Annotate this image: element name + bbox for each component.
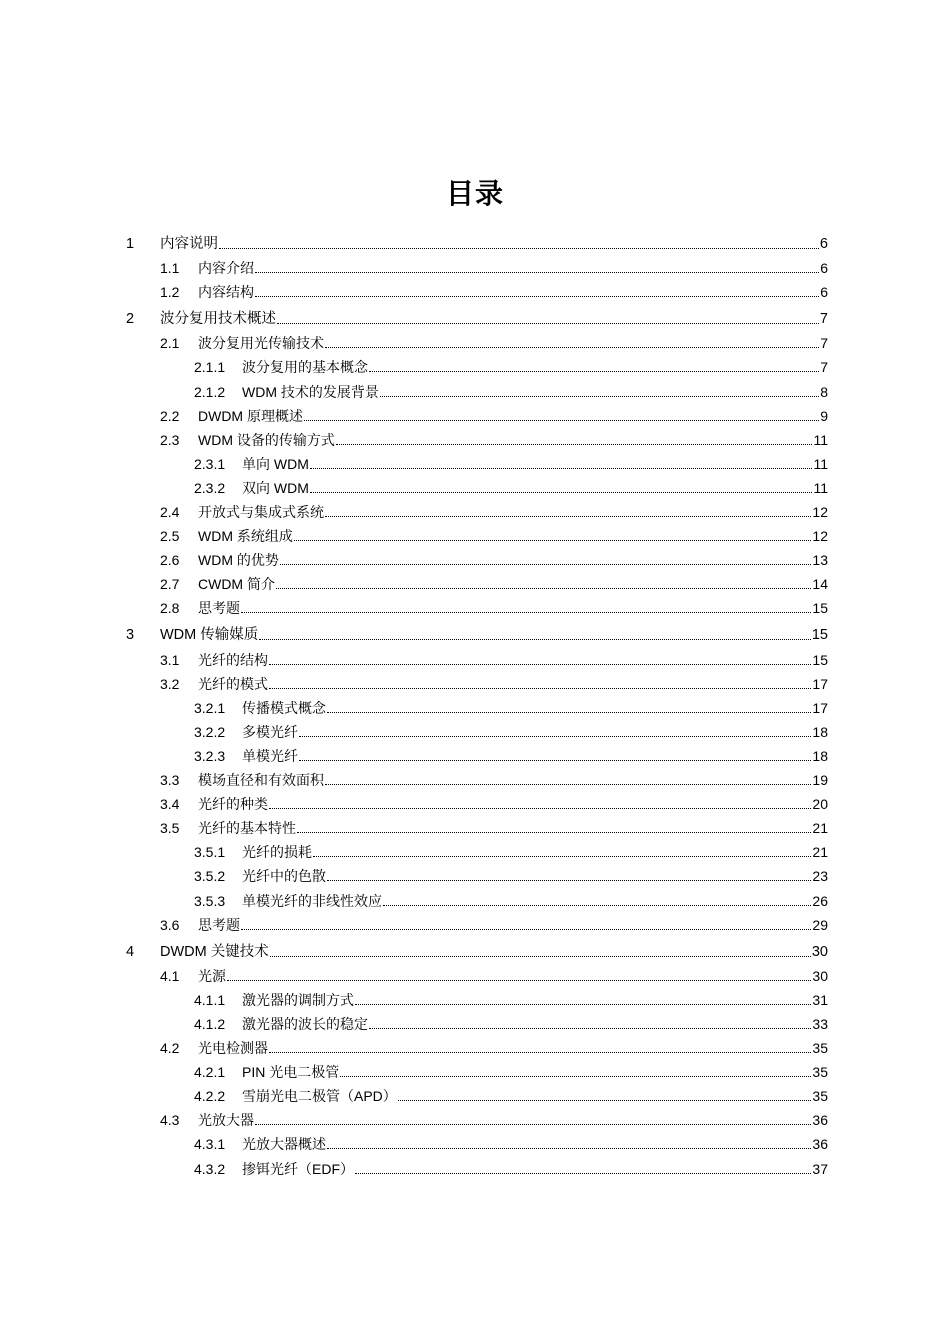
toc-entry-number: 4.2 (160, 1040, 180, 1056)
toc-entry-number: 2.4 (160, 504, 180, 520)
toc-entry[interactable] (194, 891, 828, 911)
toc-entry-number: 3.4 (160, 796, 180, 812)
dot-leader (310, 468, 813, 469)
dot-leader (269, 808, 811, 809)
toc-entry-number: 3.6 (160, 917, 180, 933)
toc-entry[interactable] (194, 866, 828, 886)
toc-entry-label: 光纤的结构 (198, 652, 268, 668)
toc-entry-page: 18 (812, 748, 828, 764)
toc-entry-page: 37 (812, 1161, 828, 1177)
toc-entry-number: 4.2.1 (194, 1064, 226, 1080)
dot-leader (398, 1100, 812, 1101)
toc-entry-label: 掺铒光纤（EDF） (242, 1161, 354, 1177)
toc-entry-label: 光电检测器 (198, 1040, 268, 1056)
toc-entry-label: DWDM 原理概述 (198, 408, 303, 424)
toc-entry-number: 3.2.2 (194, 724, 226, 740)
toc-entry-label: 开放式与集成式系统 (198, 504, 324, 520)
toc-entry-page: 15 (811, 627, 828, 643)
toc-entry-page: 7 (820, 335, 828, 351)
toc-entry-label: DWDM 关键技术 (160, 944, 269, 960)
dot-leader (269, 1052, 811, 1053)
toc-entry[interactable] (160, 915, 828, 935)
toc-entry-page: 36 (812, 1112, 828, 1128)
dot-leader (355, 1004, 811, 1005)
toc-entry-number: 1 (126, 236, 135, 252)
toc-entry[interactable] (126, 309, 828, 329)
toc-entry[interactable] (160, 1110, 828, 1130)
toc-entry-page: 7 (820, 359, 828, 375)
toc-entry-number: 2.3.1 (194, 456, 226, 472)
dot-leader (255, 296, 819, 297)
dot-leader (270, 956, 811, 957)
toc-entry-page: 6 (820, 260, 828, 276)
toc-entry-number: 1.1 (160, 260, 180, 276)
toc-entry[interactable] (194, 357, 828, 377)
toc-entry[interactable] (160, 258, 828, 278)
toc-entry[interactable] (194, 454, 828, 474)
toc-entry-label: 波分复用光传输技术 (198, 335, 324, 351)
toc-entry-page: 18 (812, 724, 828, 740)
dot-leader (297, 832, 811, 833)
toc-entry[interactable] (194, 842, 828, 862)
toc-entry-label: PIN 光电二极管 (242, 1064, 340, 1080)
toc-entry-label: WDM 设备的传输方式 (198, 432, 335, 448)
dot-leader (219, 248, 819, 249)
dot-leader (277, 323, 819, 324)
toc-entry[interactable] (194, 746, 828, 766)
toc-entry-page: 33 (812, 1016, 828, 1032)
toc-entry-number: 3.1 (160, 652, 180, 668)
toc-entry[interactable] (194, 1159, 828, 1179)
toc-entry-number: 2.5 (160, 528, 180, 544)
dot-leader (276, 588, 811, 589)
dot-leader (336, 444, 813, 445)
toc-entry[interactable] (160, 406, 828, 426)
toc-entry-page: 36 (812, 1136, 828, 1152)
toc-entry-page: 26 (812, 893, 828, 909)
toc-entry[interactable] (160, 674, 828, 694)
toc-entry[interactable] (126, 942, 828, 962)
toc-entry[interactable] (160, 966, 828, 986)
toc-entry-label: 光纤中的色散 (242, 868, 326, 884)
toc-entry[interactable] (194, 990, 828, 1010)
toc-entry-number: 3 (126, 627, 135, 643)
toc-entry-number: 2.3 (160, 432, 180, 448)
toc-entry-number: 2.1.2 (194, 384, 226, 400)
toc-entry-number: 2 (126, 311, 135, 327)
dot-leader (259, 639, 811, 640)
dot-leader (227, 980, 811, 981)
toc-entry-page: 35 (812, 1040, 828, 1056)
toc-entry-label: 内容说明 (160, 236, 218, 252)
toc-entry[interactable] (194, 698, 828, 718)
toc-entry-label: 光纤的损耗 (242, 844, 312, 860)
toc-entry-label: 激光器的调制方式 (242, 992, 354, 1008)
toc-entry[interactable] (160, 282, 828, 302)
dot-leader (255, 1124, 811, 1125)
dot-leader (327, 712, 811, 713)
toc-entry-label: 模场直径和有效面积 (198, 772, 324, 788)
toc-entry-number: 4.3.1 (194, 1136, 226, 1152)
toc-entry-number: 4.1.2 (194, 1016, 226, 1032)
toc-entry-number: 4.2.2 (194, 1088, 226, 1104)
toc-entry-page: 35 (812, 1064, 828, 1080)
toc-entry-label: 光放大器概述 (242, 1136, 326, 1152)
toc-entry[interactable] (160, 333, 828, 353)
toc-entry-page: 30 (811, 944, 828, 960)
toc-entry-page: 30 (812, 968, 828, 984)
toc-entry-label: 多模光纤 (242, 724, 298, 740)
toc-entry[interactable] (194, 478, 828, 498)
toc-entry-label: 激光器的波长的稳定 (242, 1016, 368, 1032)
toc-entry-page: 11 (813, 480, 828, 496)
toc-entry[interactable] (194, 1086, 828, 1106)
toc-entry-label: 思考题 (198, 600, 240, 616)
toc-entry-page: 31 (812, 992, 828, 1008)
toc-entry-page: 35 (812, 1088, 828, 1104)
toc-entry-label: 传播模式概念 (242, 700, 326, 716)
toc-entry[interactable] (194, 722, 828, 742)
toc-entry-number: 3.5.2 (194, 868, 226, 884)
toc-entry-number: 3.2.1 (194, 700, 226, 716)
toc-entry-page: 15 (812, 652, 828, 668)
dot-leader (255, 272, 819, 273)
toc-entry[interactable] (160, 574, 828, 594)
toc-entry-page: 17 (812, 700, 828, 716)
toc-entry[interactable] (194, 1014, 828, 1034)
toc-entry[interactable] (126, 234, 828, 254)
dot-leader (241, 612, 811, 613)
toc-entry-page: 12 (812, 528, 828, 544)
toc-entry-number: 1.2 (160, 284, 180, 300)
toc-entry-label: 光纤的模式 (198, 676, 268, 692)
toc-entry-label: 波分复用技术概述 (160, 311, 276, 327)
toc-entry-page: 17 (812, 676, 828, 692)
dot-leader (310, 492, 813, 493)
toc-entry-label: 单模光纤 (242, 748, 298, 764)
toc-entry[interactable] (160, 430, 828, 450)
toc-entry-label: WDM 传输媒质 (160, 627, 259, 643)
toc-entry-page: 11 (813, 432, 828, 448)
toc-entry-label: 内容结构 (198, 284, 254, 300)
toc-entry-page: 23 (812, 868, 828, 884)
toc-entry-label: WDM 技术的发展背景 (242, 384, 379, 400)
toc-entry[interactable] (160, 502, 828, 522)
toc-entry[interactable] (160, 770, 828, 790)
toc-entry-page: 12 (812, 504, 828, 520)
toc-entry-number: 2.1.1 (194, 359, 226, 375)
toc-entry-number: 3.2.3 (194, 748, 226, 764)
toc-entry[interactable] (160, 550, 828, 570)
toc-entry-label: WDM 的优势 (198, 552, 279, 568)
toc-entry-page: 6 (819, 236, 828, 252)
dot-leader (299, 736, 811, 737)
toc-entry-label: 光源 (198, 968, 226, 984)
toc-entry[interactable] (160, 650, 828, 670)
dot-leader (269, 688, 811, 689)
toc-entry-label: 光纤的种类 (198, 796, 268, 812)
toc-entry-page: 21 (812, 844, 828, 860)
dot-leader (340, 1076, 811, 1077)
toc-entry-number: 2.3.2 (194, 480, 226, 496)
toc-entry-number: 2.6 (160, 552, 180, 568)
dot-leader (304, 420, 819, 421)
toc-entry-number: 4.1.1 (194, 992, 226, 1008)
dot-leader (269, 664, 811, 665)
toc-entry-page: 19 (812, 772, 828, 788)
dot-leader (294, 540, 812, 541)
dot-leader (280, 564, 812, 565)
toc-entry-number: 3.5.1 (194, 844, 226, 860)
dot-leader (327, 880, 811, 881)
toc-entry-label: 光放大器 (198, 1112, 254, 1128)
toc-entry-label: 雪崩光电二极管（APD） (242, 1088, 397, 1104)
dot-leader (383, 905, 811, 906)
toc-entry-number: 2.8 (160, 600, 180, 616)
toc-entry-number: 2.2 (160, 408, 180, 424)
dot-leader (380, 396, 819, 397)
toc-entry[interactable] (194, 382, 828, 402)
dot-leader (325, 516, 811, 517)
toc-entry-number: 3.5.3 (194, 893, 226, 909)
toc-entry-label: 双向 WDM (242, 480, 309, 496)
dot-leader (313, 856, 811, 857)
toc-entry-page: 6 (820, 284, 828, 300)
toc-entry-number: 4 (126, 944, 135, 960)
toc-entry-label: 波分复用的基本概念 (242, 359, 368, 375)
toc-entry-label: 单向 WDM (242, 456, 309, 472)
toc-entry[interactable] (160, 1038, 828, 1058)
toc-entry[interactable] (126, 625, 828, 645)
toc-entry-number: 3.5 (160, 820, 180, 836)
toc-entry-page: 20 (812, 796, 828, 812)
toc-entry-page: 21 (812, 820, 828, 836)
toc-entry[interactable] (160, 818, 828, 838)
toc-entry-page: 11 (813, 456, 828, 472)
toc-entry-page: 15 (812, 600, 828, 616)
toc-entry-page: 13 (812, 552, 828, 568)
dot-leader (299, 760, 811, 761)
toc-entry[interactable] (160, 598, 828, 618)
dot-leader (327, 1148, 811, 1149)
toc-entry-label: CWDM 简介 (198, 576, 275, 592)
toc-entry-label: WDM 系统组成 (198, 528, 293, 544)
toc-entry[interactable] (160, 794, 828, 814)
toc-entry-number: 3.2 (160, 676, 180, 692)
toc-entry-page: 14 (812, 576, 828, 592)
toc-entry-page: 8 (820, 384, 828, 400)
toc-entry-number: 4.3.2 (194, 1161, 226, 1177)
page-title: 目录 (445, 178, 504, 209)
toc-entry[interactable] (194, 1062, 828, 1082)
toc-entry-label: 光纤的基本特性 (198, 820, 296, 836)
toc-entry-page: 29 (812, 917, 828, 933)
toc-entry-page: 7 (819, 311, 828, 327)
toc-entry-label: 内容介绍 (198, 260, 254, 276)
toc-entry[interactable] (194, 1134, 828, 1154)
dot-leader (369, 371, 819, 372)
dot-leader (355, 1173, 811, 1174)
dot-leader (369, 1028, 811, 1029)
toc-entry-label: 思考题 (198, 917, 240, 933)
toc-entry-page: 9 (820, 408, 828, 424)
toc-entry-number: 3.3 (160, 772, 180, 788)
toc-entry-number: 2.1 (160, 335, 180, 351)
dot-leader (325, 784, 811, 785)
toc-entry[interactable] (160, 526, 828, 546)
toc-entry-number: 4.1 (160, 968, 180, 984)
toc-entry-number: 2.7 (160, 576, 180, 592)
dot-leader (325, 347, 819, 348)
toc-entry-label: 单模光纤的非线性效应 (242, 893, 382, 909)
dot-leader (241, 929, 811, 930)
toc-entry-number: 4.3 (160, 1112, 180, 1128)
